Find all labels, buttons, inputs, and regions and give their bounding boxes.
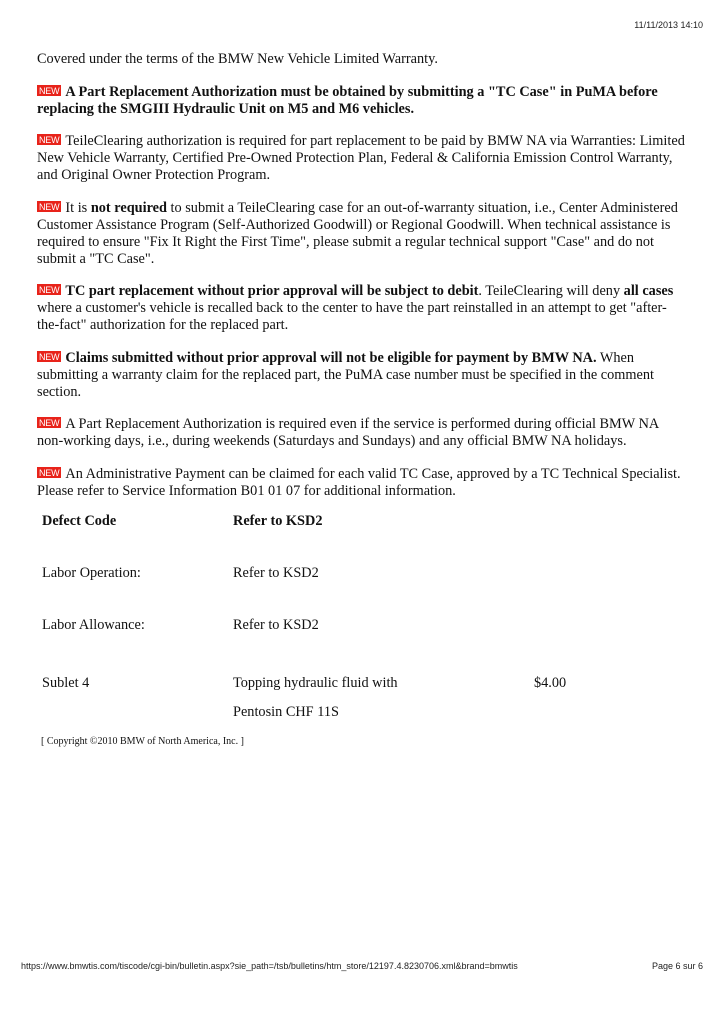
table-row: [37, 669, 689, 727]
new-badge-icon: NEW: [39, 351, 60, 362]
notice-administrative-payment: [37, 466, 687, 500]
notice-text: . TeileClearing will deny: [478, 283, 624, 299]
new-badge-icon: NEW: [39, 201, 60, 212]
notice-text: When submitting a warranty claim for the replaced part, the PuMA case number must be specified in the comment section.: [37, 349, 654, 400]
labor-operation-value: Refer to KSD2: [233, 565, 319, 581]
notice-text-bold: TC part replacement without prior approval will be subject to debit: [65, 283, 479, 299]
defect-code-label: Defect Code: [42, 513, 117, 529]
new-badge-icon: NEW: [39, 285, 60, 295]
labor-operation-amount: [529, 565, 689, 617]
labor-allowance-amount: [529, 617, 689, 669]
labor-operation-label: Labor Operation:: [42, 565, 141, 581]
new-badge-icon: NEW: [39, 467, 60, 478]
notice-text-bold: all cases: [623, 283, 674, 299]
intro-paragraph: Covered under the terms of the BMW New Vehicle Limited Warranty.: [37, 51, 438, 67]
notice-text: An Administrative Payment can be claimed for each valid TC Case, approved by a TC Technical Specialist. Please refer to Service Information B01 01 07 for additional information.: [37, 465, 681, 499]
bulletin-body: [37, 51, 687, 515]
warranty-codes-table: [37, 507, 689, 727]
notice-text-bold: Claims submitted without prior approval will not be eligible for payment by BMW NA.: [65, 349, 597, 366]
labor-allowance-value: Refer to KSD2: [233, 617, 319, 633]
notice-text: where a customer's vehicle is recalled back to the center to have the part reinstalled in an attempt to get "after-the-fact" authorization for the replaced part.: [37, 300, 667, 333]
notice-text: It is: [65, 199, 91, 216]
new-badge-icon: NEW: [39, 85, 60, 96]
sublet-amount: $4.00: [534, 675, 567, 691]
labor-allowance-label: Labor Allowance:: [42, 617, 145, 633]
table-row: [37, 617, 689, 669]
copyright-notice: [ Copyright ©2010 BMW of North America, Inc. ]: [41, 736, 244, 747]
notice-text-bold: A Part Replacement Authorization must be obtained by submitting a "TC Case" in PuMA before replacing the SMGIII Hydraulic Unit on M5 and M6 vehicles.: [37, 83, 658, 117]
footer-url: https://www.bmwtis.com/tiscode/cgi-bin/bulletin.aspx?sie_path=/tsb/bulletins/htm_store/12197.4.8230706.xml&brand=bmwtis: [21, 961, 518, 971]
table-row: [37, 507, 689, 565]
notice-debit: [37, 283, 687, 334]
new-badge-icon: NEW: [39, 418, 60, 428]
sublet-label: Sublet 4: [42, 675, 90, 691]
notice-text: TeileClearing authorization is required for part replacement to be paid by BMW NA via Warranties: Limited New Vehicle Warranty, Certified Pre-Owned Protection Plan, Federal & California Emission Control Warranty, and Original Owner Protection Program.: [37, 133, 685, 183]
footer-page-number: Page 6 sur 6: [651, 961, 703, 971]
defect-code-value: Refer to KSD2: [233, 513, 323, 529]
notice-smg-hydraulic: [37, 84, 687, 118]
notice-claims-not-eligible: [37, 350, 687, 401]
defect-code-amount: [529, 507, 689, 565]
sublet-description: Topping hydraulic fluid with Pentosin CHF 11S: [233, 675, 398, 720]
notice-non-working-days: [37, 416, 687, 450]
print-timestamp: 11/11/2013 14:10: [634, 20, 703, 30]
new-badge-icon: NEW: [39, 135, 60, 145]
notice-not-required: [37, 200, 687, 268]
notice-text: A Part Replacement Authorization is required even if the service is performed during official BMW NA non-working days, i.e., during weekends (Saturdays and Sundays) and any official BMW NA holidays.: [37, 416, 659, 449]
table-row: [37, 565, 689, 617]
notice-text-bold: not required: [90, 199, 167, 216]
notice-text: to submit a TeileClearing case for an out-of-warranty situation, i.e., Center Administered Customer Assistance Program (Self-Authorized Goodwill) or Regional Goodwill. When technical assistance is required to ensure "Fix It Right the First Time", please submit a regular technical support "Case" and do not submit a "TC Case".: [37, 199, 678, 267]
notice-teileclearing-required: [37, 133, 687, 184]
